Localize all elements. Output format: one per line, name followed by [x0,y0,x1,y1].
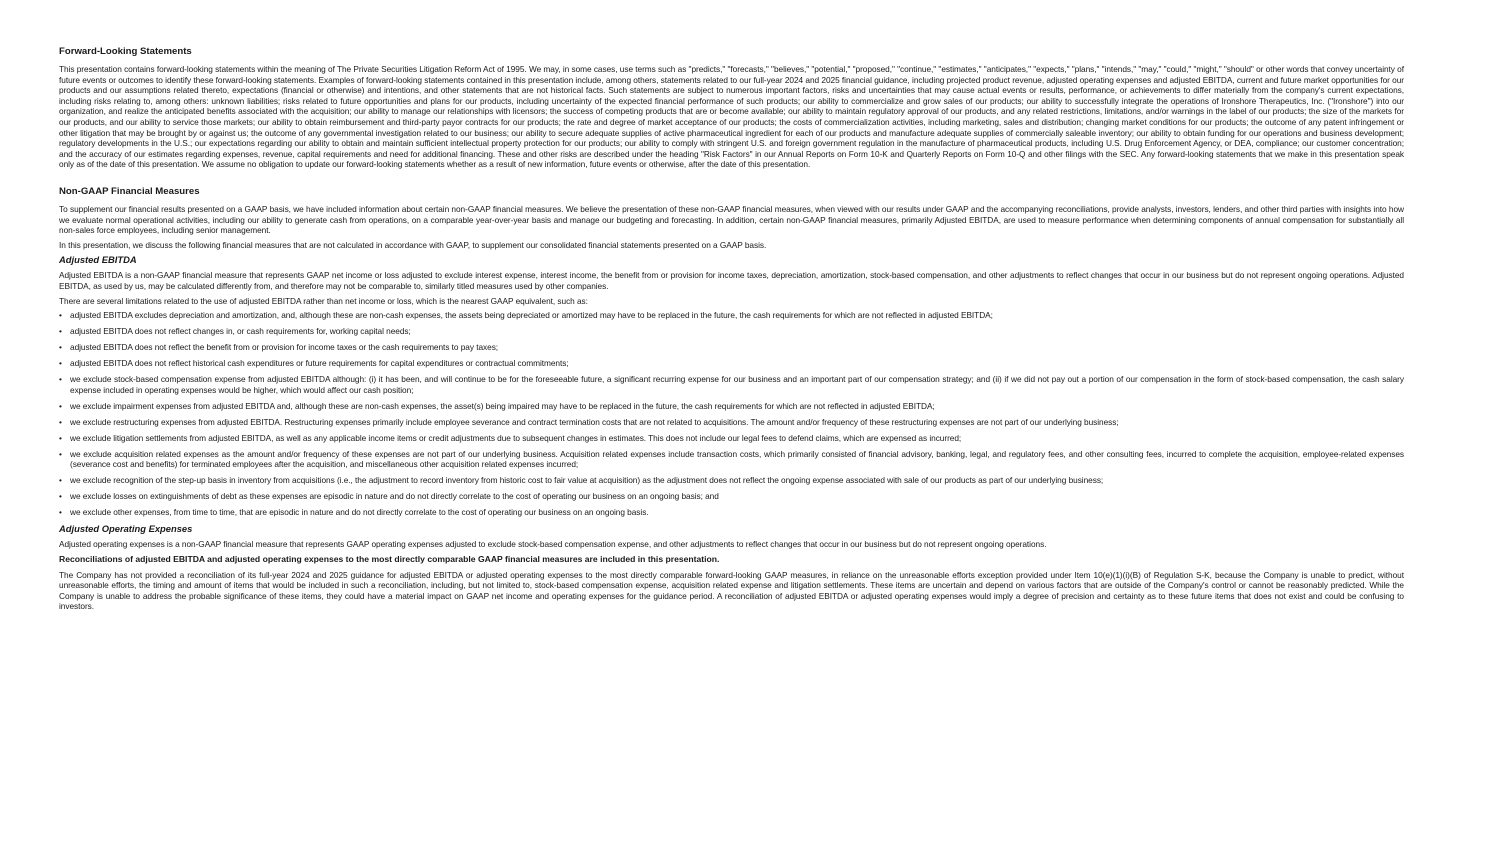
list-item [59,417,1404,428]
list-item [59,310,1404,321]
list-item [59,475,1404,486]
list-item-text: adjusted EBITDA does not reflect the benefit from or provision for income taxes or the cash requirements to pay taxes; [70,342,499,353]
forward-looking-body: This presentation contains forward-looking statements within the meaning of The Private Securities Litigation Reform Act of 1995. We may, in some cases, use terms such as "predicts," "forecasts," "believes," "potential," "proposed," "continue," "estimates," "anticipates," "expects," "plans," "intends," "may," "could," "might," "should" or other words that convey uncertainty of future events or outcomes to identify these forward-looking statements. Examples of forward-looking statements contained in this presentation include, among others, statements related to our full-year 2024 and 2025 financial guidance, including projected product revenue, adjusted operating expenses and adjusted EBITDA, current and future market opportunities for our products and our assumptions related thereto, expectations (financial or otherwise) and intentions, and other statements that are not historical facts. Such statements are subject to numerous important factors, risks and uncertainties that may cause actual events or results, performance, or achievements to differ materially from the company's current expectations, including risks relating to, among others: unknown liabilities; risks related to future opportunities and plans for our products, including uncertainty of the expected financial performance of such products; our ability to commercialize and grow sales of our products; our ability to successfully integrate the operations of Ironshore Therapeutics, Inc. ("Ironshore") into our organization, and realize the anticipated benefits associated with the acquisition; our ability to manage our relationships with licensors; the success of competing products that are or become available; our ability to maintain regulatory approval of our products, and any related restrictions, limitations, and/or warnings in the label of our products; the size of the markets for our products, and our ability to service those markets; our ability to obtain reimbursement and third-party payor contracts for our products; the rate and degree of market acceptance of our products; the costs of commercialization activities, including marketing, sales and distribution; changing market conditions for our products; the outcome of any patent infringement or other litigation that may be brought by or against us; the outcome of any governmental investigation related to our business; our ability to secure adequate supplies of active pharmaceutical ingredient for each of our products and manufacture adequate supplies of commercially saleable inventory; our ability to obtain funding for our operations and business development; regulatory developments in the U.S.; our expectations regarding our ability to obtain and maintain sufficient intellectual property protection for our products; our ability to comply with stringent U.S. and foreign government regulation in the manufacture of pharmaceutical products, including U.S. Drug Enforcement Agency, or DEA, compliance; our customer concentration; and the accuracy of our estimates regarding expenses, revenue, capital requirements and need for additional financing. These and other risks are described under the heading "Risk Factors" in our Annual Reports on Form 10-K and Quarterly Reports on Form 10-Q and other filings with the SEC. Any forward-looking statements that we make in this presentation speak only as of the date of this presentation. We assume no obligation to update our forward-looking statements whether as a result of new information, future events or otherwise, after the date of this presentation. [59,64,1404,170]
adjusted-opex-heading: Adjusted Operating Expenses [59,523,193,535]
bullet-icon: • [59,342,62,353]
reconciliations-body: The Company has not provided a reconciliation of its full-year 2024 and 2025 guidance for adjusted EBITDA or adjusted operating expenses to the most directly comparable forward-looking GAAP measures, in reliance on the unreasonable efforts exception provided under Item 10(e)(1)(i)(B) of Regulation S-K, because the Company is unable to predict, without unreasonable efforts, the timing and amount of items that would be included in such a reconciliation, including, but not limited to, stock-based compensation expense, acquisition related expense and litigation settlements. These items are uncertain and depend on various factors that are outside of the Company's control or cannot be reasonably predicted. While the Company is unable to address the probable significance of these items, they could have a material impact on GAAP net income and operating expenses for the guidance period. A reconciliation of adjusted EBITDA or adjusted operating expenses would imply a degree of precision and certainty as to these future items that does not exist and could be confusing to investors. [59,569,1404,612]
list-item [59,358,1404,369]
reconciliations-statement: Reconciliations of adjusted EBITDA and adjusted operating expenses to the most directly comparable GAAP financial measures are included in this presentation. [59,553,720,564]
list-item-text: we exclude impairment expenses from adjusted EBITDA and, although these are non-cash expenses, the asset(s) being impaired may have to be replaced in the future, the cash requirements for which are not reflected in adjusted EBITDA; [70,400,935,411]
list-item-text: we exclude other expenses, from time to time, that are episodic in nature and do not directly correlate to the cost of operating our business on an ongoing basis. [70,507,649,518]
bullet-icon: • [59,448,62,459]
bullet-icon: • [59,400,62,411]
forward-looking-section [59,46,1404,170]
list-item [59,326,1404,337]
list-item-text: adjusted EBITDA does not reflect changes in, or cash requirements for, working capital needs; [70,326,411,337]
bullet-icon: • [59,326,62,337]
adjusted-ebitda-section [59,254,1404,517]
adjusted-ebitda-heading: Adjusted EBITDA [59,254,137,266]
list-item-text: we exclude stock-based compensation expense from adjusted EBITDA although: (i) it has been, and will continue to be for the foreseeable future, a significant recurring expense for our business and an important part of our compensation strategy; and (ii) if we did not pay out a portion of our compensation in the form of stock-based compensation, the cash salary expense included in operating expenses would be higher, which would affect our cash position; [70,374,1404,395]
list-item [59,374,1404,395]
reconciliations-section [59,554,1404,612]
adjusted-opex-definition: Adjusted operating expenses is a non-GAAP financial measure that represents GAAP operating expenses adjusted to exclude stock-based compensation expense, and other adjustments to reflect changes that occur in our business but do not represent ongoing operations. [59,539,1047,550]
bullet-icon: • [59,358,62,369]
list-item [59,449,1404,470]
list-item [59,401,1404,412]
list-item-text: adjusted EBITDA excludes depreciation and amortization, and, although these are non-cash expenses, the assets being depreciated or amortized may have to be replaced in the future, the cash requirements for which are not reflected in adjusted EBITDA; [70,310,993,321]
bullet-icon: • [59,416,62,427]
non-gaap-section [59,186,1404,250]
non-gaap-discussion: In this presentation, we discuss the following financial measures that are not calculated in accordance with GAAP, to supplement our consolidated financial statements presented on a GAAP basis. [59,239,767,250]
bullet-icon: • [59,310,62,321]
list-item-text: we exclude acquisition related expenses as the amount and/or frequency of these expenses are not part of our underlying business. Acquisition related expenses include transaction costs, which primarily consisted of financial advisory, banking, legal, and regulatory fees, and other consulting fees, incurred to complete the acquisition, employee-related expenses (severance cost and benefits) for terminated employees after the acquisition, and miscellaneous other acquisition related expenses incurred; [70,448,1404,470]
limitations-intro: There are several limitations related to the use of adjusted EBITDA rather than net income or loss, which is the nearest GAAP equivalent, such as: [59,295,588,306]
limitations-list [59,310,1404,518]
non-gaap-heading: Non-GAAP Financial Measures [59,185,200,197]
bullet-icon: • [59,507,62,518]
bullet-icon: • [59,491,62,502]
list-item [59,342,1404,353]
adjusted-ebitda-definition: Adjusted EBITDA is a non-GAAP financial measure that represents GAAP net income or loss adjusted to exclude interest expense, interest income, the benefit from or provision for income taxes, depreciation, amortization, stock-based compensation, and other adjustments to reflect changes that occur in our business but do not represent ongoing operations. Adjusted EBITDA, as used by us, may be calculated differently from, and therefore may not be comparable to, similarly titled measures used by other companies. [59,270,1404,291]
list-item-text: we exclude restructuring expenses from adjusted EBITDA. Restructuring expenses primarily include employee severance and contract termination costs that are not related to acquisitions. The amount and/or frequency of these restructuring expenses are not part of our underlying business; [70,416,1119,427]
list-item-text: adjusted EBITDA does not reflect historical cash expenditures or future requirements for capital expenditures or contractual commitments; [70,358,569,369]
list-item-text: we exclude losses on extinguishments of debt as these expenses are episodic in nature and do not directly correlate to the cost of operating our business on an ongoing basis; and [70,491,719,502]
list-item-text: we exclude recognition of the step-up basis in inventory from acquisitions (i.e., the adjustment to record inventory from historic cost to fair value at acquisition) as the adjustment does not reflect the ongoing expense associated with sale of our products as part of our underlying business; [70,475,1104,486]
list-item [59,491,1404,502]
list-item [59,433,1404,444]
bullet-icon: • [59,432,62,443]
forward-looking-heading: Forward-Looking Statements [59,46,192,57]
adjusted-opex-section [59,523,1404,550]
bullet-icon: • [59,374,62,385]
non-gaap-intro: To supplement our financial results presented on a GAAP basis, we have included information about certain non-GAAP financial measures. We believe the presentation of these non-GAAP financial measures, when viewed with our results under GAAP and the accompanying reconciliations, provide analysts, investors, lenders, and other third parties with insights into how we evaluate normal operational activities, including our ability to generate cash from operations, on a comparable year-over-year basis and manage our budgeting and forecasting. In addition, certain non-GAAP financial measures, primarily Adjusted EBITDA, are used to measure performance when determining components of annual compensation for substantially all non-sales force employees, including senior management. [59,203,1404,236]
list-item [59,507,1404,518]
bullet-icon: • [59,475,62,486]
list-item-text: we exclude litigation settlements from adjusted EBITDA, as well as any applicable income items or credit adjustments due to subsequent changes in estimates. This does not include our legal fees to defend claims, which are expensed as incurred; [70,432,962,443]
